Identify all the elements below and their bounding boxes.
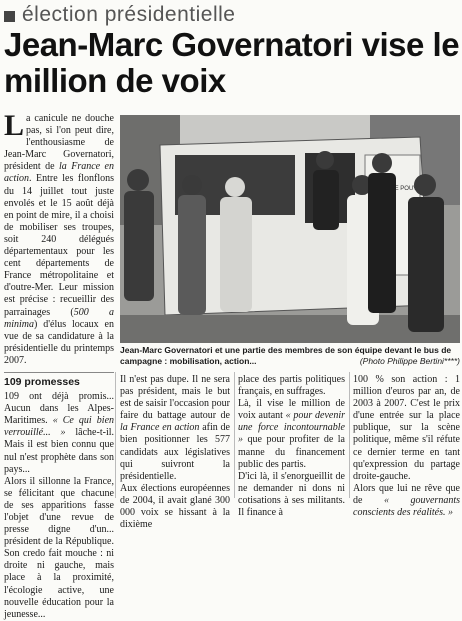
square-bullet-icon	[4, 11, 15, 22]
intro-paragraph: La canicule ne douche pas, si l'on peut dire, l'enthousiasme de Jean-Marc Governatori, président de la France en action. Entre les flonflons du 14 juillet tout juste envolés et le 15 août déjà en point de mire, il a choisi de mobiliser ses troupes, soit 240 délégués départementaux pour les cent départements de France métropolitaine et d'outre-Mer. Leur mission est précise : recueillir des parrainages (500 a minima) d'élus locaux en vue de sa candidature à la présidentielle du printemps 2007.	[4, 109, 114, 366]
photo-caption	[120, 345, 460, 367]
kicker-text: élection présidentielle	[22, 3, 236, 26]
photo-credit: (Photo Philippe Bertini****)	[359, 356, 460, 366]
column-divider	[349, 372, 350, 498]
kicker	[4, 3, 235, 27]
paragraph: Aux élections européennes de 2004, il avait glané 300 000 voix se hissant à la dixième	[120, 482, 230, 531]
paragraph: Alors que lui ne rêve que de « gouvernants conscients des réalités. »	[353, 482, 460, 519]
left-column	[4, 109, 115, 621]
paragraph: D'ici là, il s'enorgueillit de ne demander ni dons ni cotisations à ses militants. Il finance à	[238, 470, 345, 519]
paragraph: Là, il vise le million de voix autant « pour devenir une force incontournable » que pour profiter de la manne du financement public des partis.	[238, 398, 345, 470]
paragraph: Il n'est pas dupe. Il ne sera pas président, mais le but est de saisir l'occasion pour faire du battage autour de la France en action afin de bien positionner les 577 candidats aux législatives qui suivront la présidentielle.	[120, 374, 230, 482]
paragraph: place des partis politiques français, en suffrages.	[238, 374, 345, 398]
campaign-photo	[120, 115, 460, 343]
column-4	[353, 374, 460, 519]
caption-text: Jean-Marc Governatori et une partie des membres de son équipe devant le bus de campagne : mobilisation, action...	[120, 345, 452, 366]
column-3	[238, 374, 345, 519]
paragraph: Alors il sillonne la France, se félicitant que chacune de ses apparitions fasse l'objet d'une revue de presse digne d'un... président de la République. Son credo fait mouche : ni droite ni gauche, mais place à la proximité, l'écologie active, une nouvelle éducation pour la jeunesse...	[4, 475, 114, 620]
paragraph: 109 ont déjà promis... Aucun dans les Alpes-Maritimes. « Ce qui bien verrouillé... » lâche-t-il. Mais il est bien connu que nul n'est prophète dans son pays...	[4, 391, 115, 475]
bus-slogan: POUVOIR	[400, 186, 428, 192]
photo-illustration	[120, 115, 460, 343]
dropcap: L	[4, 109, 25, 142]
column-divider	[234, 372, 235, 498]
column-divider	[115, 372, 116, 498]
column-2	[120, 374, 230, 531]
paragraph: 100 % son action : 1 million d'euros par an, de 2003 à 2007. C'est le prix d'une entrée sur la place publique, sur la scène politique, même s'il réfute ce dernier terme en tant qu'expression du partage droite-gauche.	[353, 374, 460, 482]
headline: Jean-Marc Governatori vise le million de voix	[4, 26, 460, 99]
subhead: 109 promesses	[4, 372, 114, 388]
